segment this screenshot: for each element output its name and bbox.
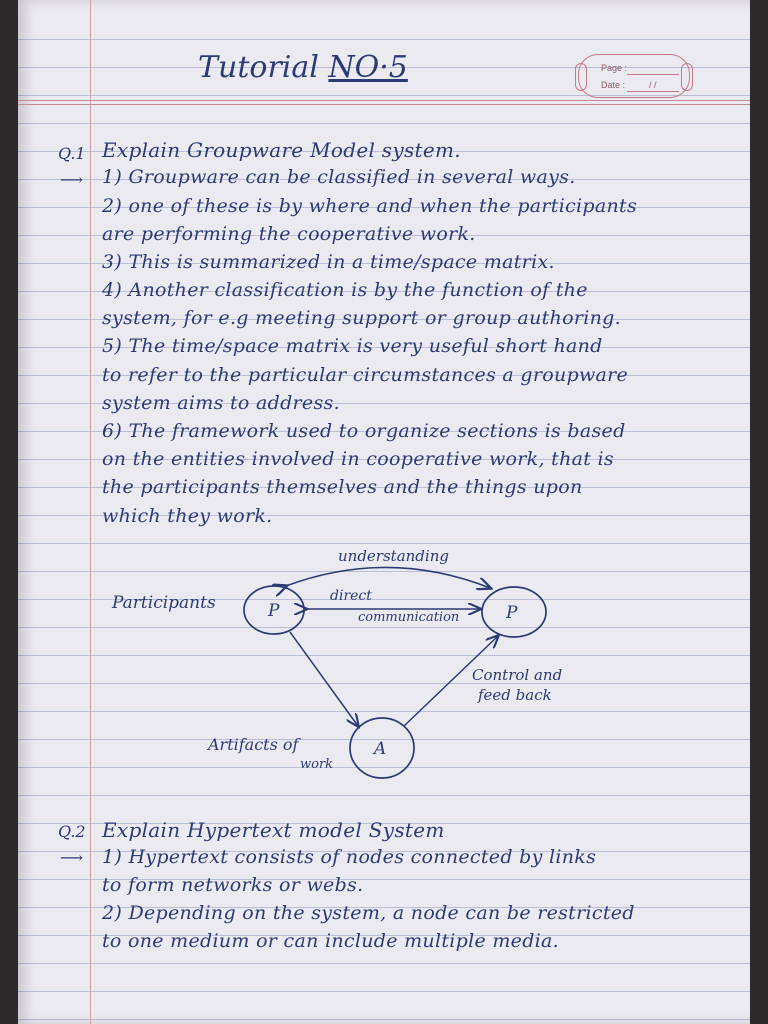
title-text: Tutorial — [198, 50, 319, 85]
q1-point: 1) Groupware can be classified in several ways. — [102, 166, 576, 188]
q1-point: are performing the cooperative work. — [102, 223, 476, 245]
understanding-arrow — [286, 567, 490, 588]
communication-label: communication — [358, 610, 460, 625]
q1-point: 5) The time/space matrix is very useful short hand — [102, 335, 603, 357]
q2-heading: Explain Hypertext model System — [102, 818, 445, 842]
date-value: / / — [649, 80, 657, 90]
page-label: Page : — [601, 63, 628, 73]
notebook-page — [18, 0, 750, 1024]
q1-point: the participants themselves and the things upon — [102, 476, 583, 498]
artifacts-label: Artifacts of — [208, 735, 299, 754]
q1-marker: Q.1 — [58, 144, 86, 163]
q2-marker: Q.2 — [58, 822, 86, 841]
node-left-label: P — [268, 601, 280, 621]
participants-label: Participants — [112, 593, 216, 613]
feedback-label: feed back — [478, 686, 552, 704]
q1-point: to refer to the particular circumstances a groupware — [102, 364, 629, 386]
q2-point: to form networks or webs. — [102, 874, 364, 896]
q1-point: 3) This is summarized in a time/space matrix. — [102, 251, 555, 273]
participant-artifact-arrow — [290, 632, 358, 726]
q1-point: 4) Another classification is by the function of the — [102, 279, 588, 301]
q1-point: 2) one of these is by where and when the participants — [102, 195, 638, 217]
date-label: Date : — [601, 80, 626, 90]
work-label: work — [300, 757, 334, 772]
arrow-icon: ⟶ — [60, 170, 83, 189]
arrow-icon: ⟶ — [60, 848, 83, 867]
title-number: NO·5 — [328, 50, 408, 85]
q1-point: system aims to address. — [102, 392, 340, 414]
q2-point: 1) Hypertext consists of nodes connected by links — [102, 846, 597, 868]
q1-point: which they work. — [102, 505, 273, 527]
q1-point: system, for e.g meeting support or group authoring. — [102, 307, 621, 329]
groupware-diagram — [18, 0, 750, 1024]
q1-point: 6) The framework used to organize sections is based — [102, 420, 626, 442]
node-bottom-label: A — [374, 739, 387, 759]
node-right-label: P — [506, 603, 518, 623]
q2-point: to one medium or can include multiple media. — [102, 930, 560, 952]
q1-heading: Explain Groupware Model system. — [102, 138, 461, 162]
control-label: Control and — [472, 666, 563, 684]
q2-point: 2) Depending on the system, a node can be restricted — [102, 902, 635, 924]
q1-point: on the entities involved in cooperative work, that is — [102, 448, 614, 470]
understanding-label: understanding — [338, 547, 449, 565]
direct-label: direct — [330, 588, 372, 604]
